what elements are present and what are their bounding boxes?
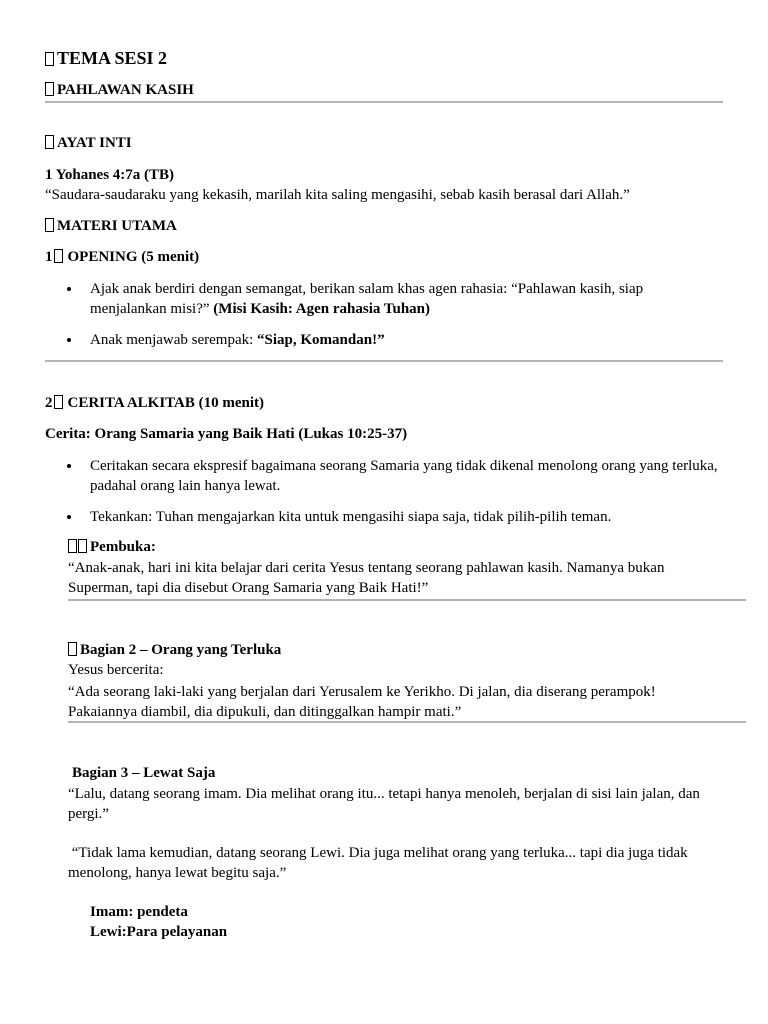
cerita-bullet-1-line-1: Ceritakan secara ekspresif bagaimana seorang Samaria yang tidak dikenal menolong orang yang terluka,: [90, 458, 718, 474]
missing-glyph-icon: [45, 218, 54, 232]
divider: [45, 360, 723, 362]
opening-bullet-1-line-1: Ajak anak berdiri dengan semangat, berikan salam khas agen rahasia: “Pahlawan kasih, siap: [90, 281, 644, 297]
bagian-2-line-3: Pakaiannya diambil, dia dipukuli, dan ditinggalkan hampir mati.”: [68, 704, 462, 720]
ayat-text: “Saudara-saudaraku yang kekasih, marilah kita saling mengasihi, sebab kasih berasal dari Allah.”: [45, 187, 630, 203]
bullet: [67, 464, 71, 468]
cerita-bullet-1-line-2: padahal orang lain hanya lewat.: [90, 478, 281, 494]
bullet: [67, 287, 71, 291]
bagian-2-line-1: Yesus bercerita:: [68, 662, 164, 678]
missing-glyph-icon: [54, 249, 63, 263]
pembuka-line-1: “Anak-anak, hari ini kita belajar dari cerita Yesus tentang seorang pahlawan kasih. Namanya bukan: [68, 560, 665, 576]
divider: [45, 101, 723, 103]
bullet: [67, 515, 71, 519]
bagian-3-p2-line-2: menolong, hanya lewat begitu saja.”: [68, 865, 287, 881]
divider: [68, 721, 746, 723]
missing-glyph-icon: [45, 52, 54, 66]
session-theme-heading: TEMA SESI 2: [45, 47, 167, 69]
session-title: PAHLAWAN KASIH: [45, 80, 194, 100]
bagian-3-p1-line-2: pergi.”: [68, 806, 109, 822]
ayat-heading: AYAT INTI: [45, 133, 132, 153]
ayat-reference: 1 Yohanes 4:7a (TB): [45, 167, 175, 183]
bagian-2-line-2: “Ada seorang laki-laki yang berjalan dari Yerusalem ke Yerikho. Di jalan, dia diserang perampok!: [68, 684, 656, 700]
bagian-2-heading: Bagian 2 – Orang yang Terluka: [68, 640, 281, 660]
divider: [68, 599, 746, 601]
cerita-bullet-2: Tekankan: Tuhan mengajarkan kita untuk mengasihi siapa saja, tidak pilih-pilih teman.: [90, 509, 612, 525]
bagian-3-p2-line-1: “Tidak lama kemudian, datang seorang Lewi. Dia juga melihat orang yang terluka... tapi dia juga tidak: [68, 845, 688, 861]
missing-glyph-icon: [54, 395, 63, 409]
cerita-heading: 2 CERITA ALKITAB (10 menit): [45, 395, 265, 411]
materi-heading: MATERI UTAMA: [45, 216, 177, 236]
bullet: [67, 338, 71, 342]
pembuka-line-2: Superman, tapi dia disebut Orang Samaria yang Baik Hati!”: [68, 580, 429, 596]
missing-glyph-icon: [68, 539, 77, 553]
opening-bullet-1-line-2: menjalankan misi?” (Misi Kasih: Agen rahasia Tuhan): [90, 301, 431, 317]
glossary-lewi: Lewi:Para pelayanan: [90, 924, 228, 940]
bagian-3-p1-line-1: “Lalu, datang seorang imam. Dia melihat orang itu... tetapi hanya menoleh, berjalan di sisi lain jalan, dan: [68, 786, 700, 802]
missing-glyph-icon: [68, 642, 77, 656]
cerita-title: Cerita: Orang Samaria yang Baik Hati (Lukas 10:25-37): [45, 426, 408, 442]
bagian-3-heading: Bagian 3 – Lewat Saja: [72, 765, 216, 781]
opening-heading: 1 OPENING (5 menit): [45, 249, 200, 265]
missing-glyph-icon: [78, 539, 87, 553]
missing-glyph-icon: [45, 82, 54, 96]
glossary-imam: Imam: pendeta: [90, 904, 188, 920]
missing-glyph-icon: [45, 135, 54, 149]
pembuka-heading: Pembuka:: [68, 537, 156, 557]
opening-bullet-2: Anak menjawab serempak: “Siap, Komandan!”: [90, 332, 385, 348]
